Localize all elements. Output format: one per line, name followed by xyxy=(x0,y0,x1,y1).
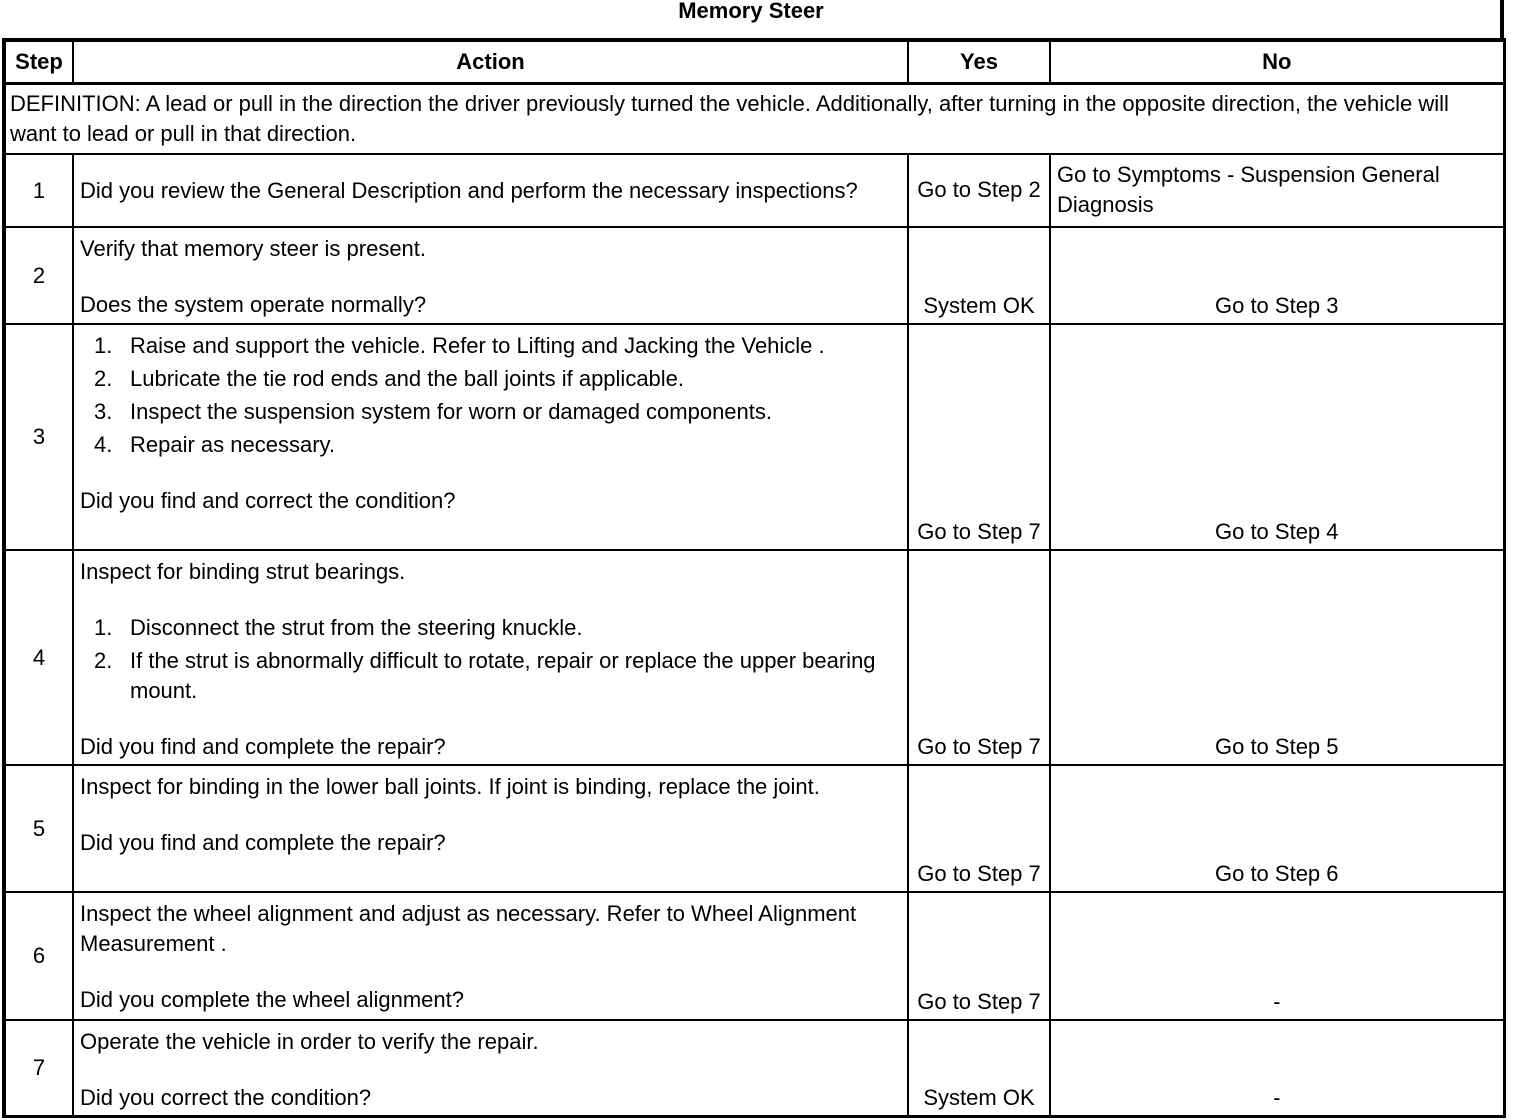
no-cell: Go to Symptoms - Suspension General Diagnosis xyxy=(1050,154,1504,227)
list-item: 2. If the strut is abnormally difficult to rotate, repair or replace the upper bearing mount. xyxy=(94,648,876,703)
list-item: 1. Disconnect the strut from the steering knuckle. xyxy=(94,615,583,640)
action-cell xyxy=(73,892,908,1020)
table-row xyxy=(4,892,1504,1020)
yes-cell: Go to Step 7 xyxy=(908,892,1050,1020)
table-row xyxy=(4,550,1504,765)
yes-cell: Go to Step 2 xyxy=(908,154,1050,227)
table-row xyxy=(4,324,1504,550)
action-question: Did you find and complete the repair? xyxy=(80,830,446,855)
yes-cell: Go to Step 7 xyxy=(908,765,1050,892)
header-step: Step xyxy=(4,40,73,84)
list-item: 3. Inspect the suspension system for worn or damaged components. xyxy=(94,399,773,424)
list-item: 1. Raise and support the vehicle. Refer to Lifting and Jacking the Vehicle . xyxy=(94,333,825,358)
definition-text: DEFINITION: A lead or pull in the direction the driver previously turned the vehicle. Additionally, after turning in the opposite direction, the vehicle will want to lead or pull in that direction. xyxy=(4,84,1504,155)
header-row xyxy=(4,40,1504,84)
list-item-text: Inspect the suspension system for worn or damaged components. xyxy=(130,399,773,424)
header-no: No xyxy=(1050,40,1504,84)
action-text: Inspect the wheel alignment and adjust as necessary. Refer to Wheel Alignment Measurement . xyxy=(80,901,857,956)
table-row xyxy=(4,227,1504,324)
title-divider xyxy=(1500,0,1504,40)
diagnostic-table xyxy=(2,38,1506,1118)
no-cell: Go to Step 5 xyxy=(1050,550,1504,765)
yes-cell: Go to Step 7 xyxy=(908,550,1050,765)
action-cell xyxy=(73,227,908,324)
action-cell xyxy=(73,154,908,227)
action-question: Did you correct the condition? xyxy=(80,1085,372,1110)
action-text: Inspect for binding strut bearings. xyxy=(80,559,406,584)
step-number: 3 xyxy=(4,324,73,550)
action-text: Inspect for binding in the lower ball joints. If joint is binding, replace the joint. xyxy=(80,774,820,799)
definition-row xyxy=(4,84,1504,155)
step-number: 2 xyxy=(4,227,73,324)
step-number: 7 xyxy=(4,1020,73,1117)
table-row xyxy=(4,154,1504,227)
action-question: Did you find and correct the condition? xyxy=(80,488,456,513)
no-cell: Go to Step 3 xyxy=(1050,227,1504,324)
action-steps xyxy=(80,331,901,460)
list-item-text: Repair as necessary. xyxy=(130,432,336,457)
step-number: 6 xyxy=(4,892,73,1020)
list-item-text: Lubricate the tie rod ends and the ball joints if applicable. xyxy=(130,366,685,391)
action-question: Does the system operate normally? xyxy=(80,292,427,317)
yes-cell: System OK xyxy=(908,227,1050,324)
table-title: Memory Steer xyxy=(678,0,824,23)
yes-cell: Go to Step 7 xyxy=(908,324,1050,550)
action-text: Did you review the General Description and perform the necessary inspections? xyxy=(80,177,858,203)
header-yes: Yes xyxy=(908,40,1050,84)
action-text: Operate the vehicle in order to verify the repair. xyxy=(80,1029,539,1054)
yes-cell: System OK xyxy=(908,1020,1050,1117)
step-number: 4 xyxy=(4,550,73,765)
action-cell xyxy=(73,550,908,765)
list-item-text: Raise and support the vehicle. Refer to Lifting and Jacking the Vehicle . xyxy=(130,333,825,358)
list-item: 2. Lubricate the tie rod ends and the ball joints if applicable. xyxy=(94,366,685,391)
table-row xyxy=(4,765,1504,892)
header-action: Action xyxy=(73,40,908,84)
action-question: Did you complete the wheel alignment? xyxy=(80,987,465,1012)
action-cell xyxy=(73,765,908,892)
step-number: 5 xyxy=(4,765,73,892)
no-cell: Go to Step 4 xyxy=(1050,324,1504,550)
no-cell: Go to Step 6 xyxy=(1050,765,1504,892)
action-steps xyxy=(80,613,901,706)
no-cell: - xyxy=(1050,892,1504,1020)
action-cell xyxy=(73,324,908,550)
step-number: 1 xyxy=(4,154,73,227)
action-text: Verify that memory steer is present. xyxy=(80,236,427,261)
action-question: Did you find and complete the repair? xyxy=(80,734,446,759)
table-row xyxy=(4,1020,1504,1117)
list-item-text: Disconnect the strut from the steering knuckle. xyxy=(130,615,583,640)
list-item: 4. Repair as necessary. xyxy=(94,432,336,457)
action-cell xyxy=(73,1020,908,1117)
no-cell: - xyxy=(1050,1020,1504,1117)
list-item-text: If the strut is abnormally difficult to rotate, repair or replace the upper bearing mount. xyxy=(130,648,876,703)
